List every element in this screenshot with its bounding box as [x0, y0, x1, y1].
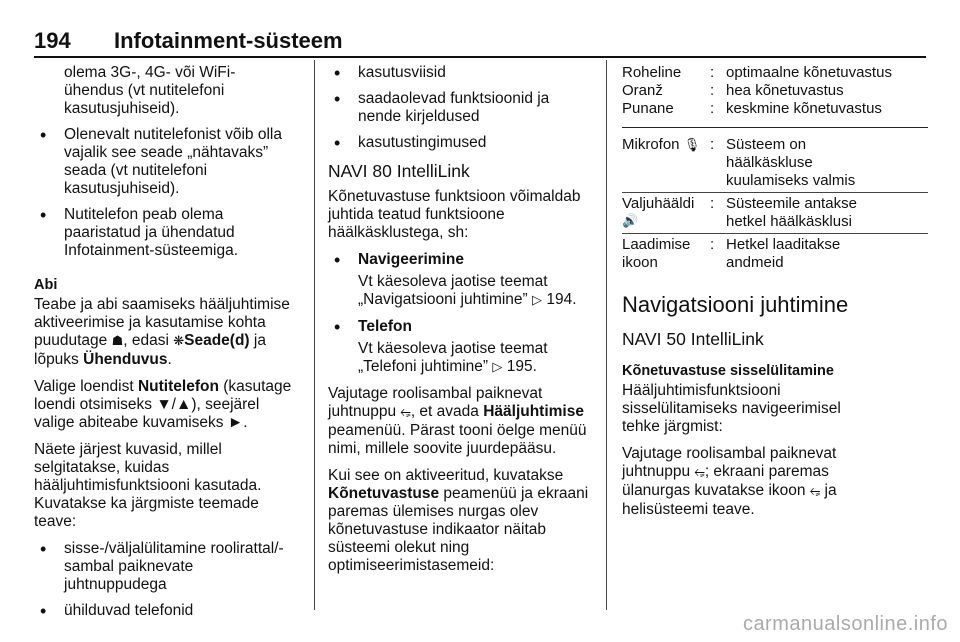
bullet-item: • saadaolevad funktsioonid ja nende kirjeldused	[328, 90, 600, 126]
row-separator	[622, 233, 928, 234]
topic-heading: Kõnetuvastuse sisselülitamine	[622, 363, 834, 379]
abi-heading: Abi	[34, 277, 58, 293]
page-header	[34, 28, 934, 56]
page-title: Infotainment-süsteem	[114, 28, 343, 53]
bullet-item: • kasutusviisid	[328, 64, 600, 82]
gear-icon: ❋	[173, 334, 185, 349]
arrow-ref-icon: ▷	[532, 293, 543, 308]
icon-table: Valjuhääldi 🔊 : Süsteemile antakse hetkel häälkäsklusi	[622, 195, 857, 230]
bullet-item: • kasutustingimused	[328, 134, 600, 152]
header-rule	[34, 56, 926, 58]
paragraph: Teabe ja abi saamiseks hääljuhtimise aktiveerimise ja kasutamise kohta puudutage ☗, edasi ❋Seade(d) ja lõpuks Ühenduvus.	[34, 296, 290, 368]
section-heading: Navigatsiooni juhtimine	[622, 292, 849, 317]
bullet-item: • Navigeerimine Vt käesoleva jaotise teemat „Navigatsiooni juhtimine” ▷ 194.	[328, 251, 600, 310]
subsection-heading: NAVI 50 IntelliLink	[622, 329, 764, 349]
paragraph: Vajutage roolisambal paiknevat juhtnuppu ⭂, et avada Hääljuhtimise peamenüü. Pärast tooni öelge menüü nimi, millele soovite juurdepääsu.	[328, 385, 587, 457]
voice-control-icon: ⭂	[400, 405, 411, 420]
paragraph: Kõnetuvastuse funktsioon võimaldab juhtida teatud funktsioone häälkäsklustega, sh:	[328, 188, 581, 241]
column-2	[328, 64, 600, 584]
voice-control-icon: ⭂	[809, 484, 821, 499]
voice-control-icon: ⭂	[694, 465, 705, 480]
column-divider-2	[606, 60, 607, 610]
column-3	[622, 64, 928, 528]
bullet-item: • Olenevalt nutitelefonist võib olla vajalik see seade „nähtavaks” seada (vt nutitelefoni kasutusjuhiseid).	[34, 126, 306, 198]
paragraph: Vajutage roolisambal paiknevat juhtnuppu ⭂; ekraani paremas ülanurgas kuvatakse ikoon ⭂ ja helisüsteemi teave.	[622, 445, 837, 518]
section-title: NAVI 80 IntelliLink	[328, 161, 470, 181]
icon-table: Laadimise ikoon : Hetkel laaditakse andmeid	[622, 236, 841, 271]
watermark: carmanualsonline.info	[742, 613, 948, 635]
paragraph: Valige loendist Nutitelefon (kasutage loendi otsimiseks ▼/▲), seejärel valige abiteabe kuvamiseks ►.	[34, 378, 292, 431]
bullet-item: • ühilduvad telefonid	[34, 602, 306, 620]
paragraph: Hääljuhtimisfunktsiooni sisselülitamiseks navigeerimisel tehke järgmist:	[622, 382, 841, 435]
table-separator	[622, 127, 928, 128]
microphone-icon: 🎙	[683, 138, 701, 153]
speaker-icon: 🔊	[622, 214, 639, 229]
icon-table: Mikrofon 🎙 : Süsteem on häälkäskluse kuulamiseks valmis	[622, 136, 856, 189]
continued-bullet: olema 3G-, 4G- või WiFi- ühendus (vt nutitelefoni kasutusjuhiseid).	[64, 64, 236, 117]
bullet-item: • sisse-/väljalülitamine roolirattal/- sambal paiknevate juhtnuppudega	[34, 540, 306, 594]
bullet-item: • Nutitelefon peab olema paaristatud ja ühendatud Infotainment-süsteemiga.	[34, 206, 306, 260]
paragraph: Näete järjest kuvasid, millel selgitatakse, kuidas hääljuhtimisfunktsiooni kasutada. Kuvatakse ka järgmiste teemade teave:	[34, 441, 262, 530]
home-icon: ☗	[111, 334, 124, 349]
column-1	[34, 64, 306, 628]
page-number: 194	[34, 28, 71, 53]
row-separator	[622, 192, 928, 193]
bullet-item: • Telefon Vt käesoleva jaotise teemat „Telefoni juhtimine” ▷ 195.	[328, 318, 600, 377]
indicator-table: Roheline : optimaalne kõnetuvastus Oranž : hea kõnetuvastus Punane : keskmine kõnetuvastus	[622, 64, 892, 117]
arrow-ref-icon: ▷	[492, 360, 503, 375]
paragraph: Kui see on aktiveeritud, kuvatakse Kõnetuvastuse peamenüü ja ekraani paremas ülemises nurgas olev kõnetuvastuse indikaator näitab süsteemi olekut ning optimiseerimistasemeid:	[328, 467, 589, 574]
column-divider-1	[314, 60, 315, 610]
